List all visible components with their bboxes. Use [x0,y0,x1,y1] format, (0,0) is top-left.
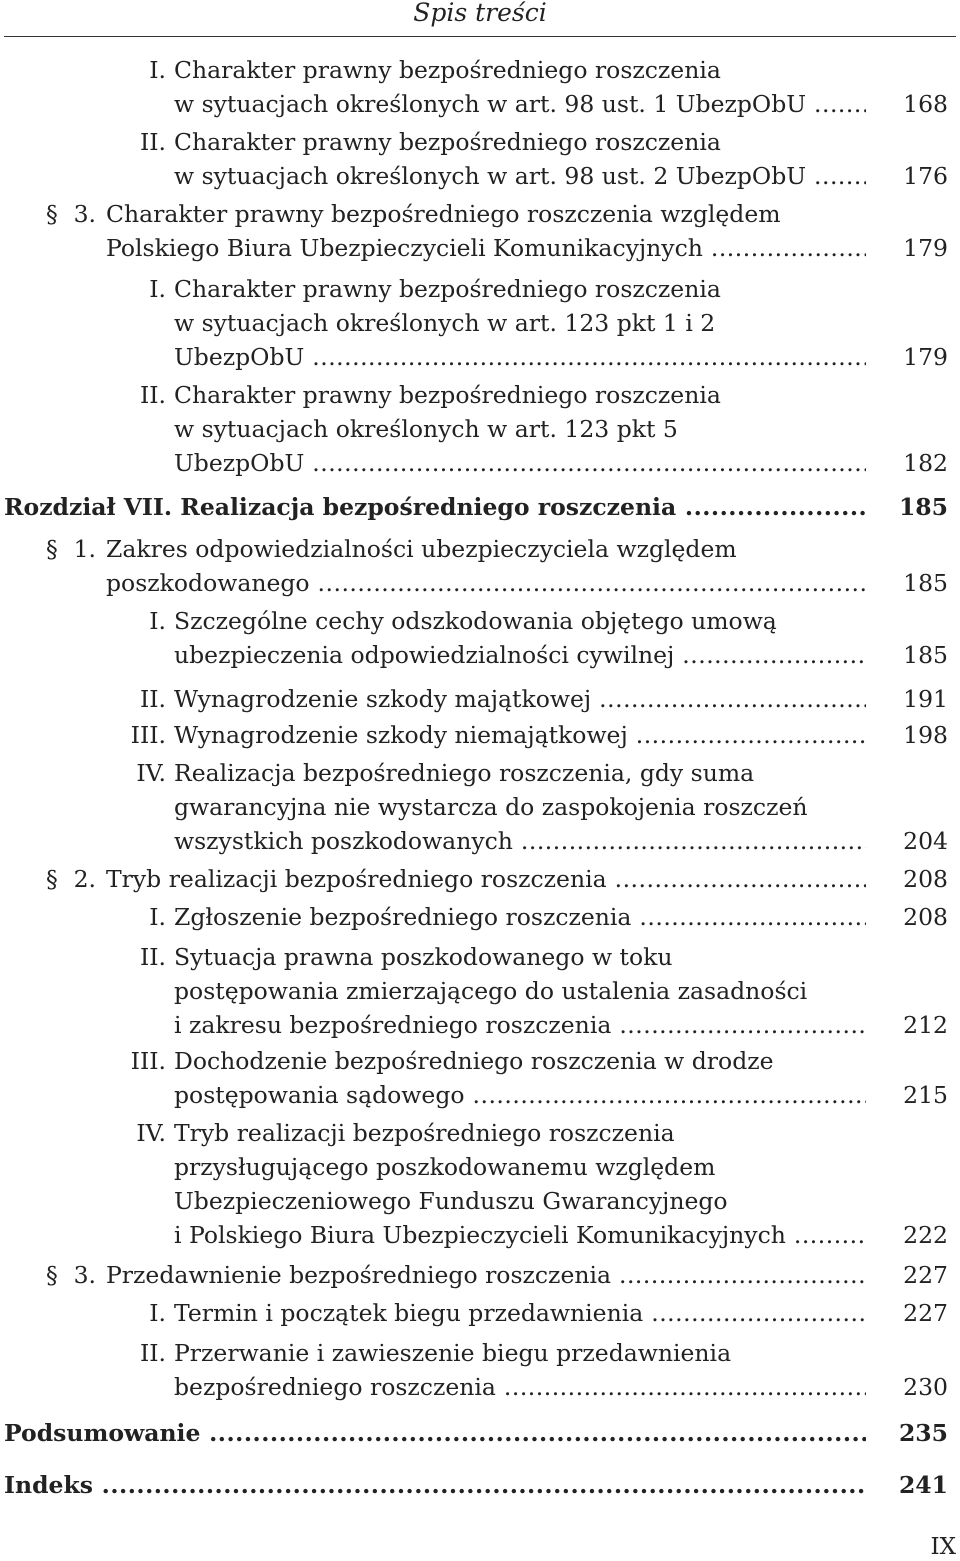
entry-title-line: w sytuacjach określonych w art. 123 pkt 1 i 2 [174,309,716,337]
page-reference: 241 [898,1471,948,1499]
roman-numeral: I. [149,607,166,635]
entry-title-line: Charakter prawny bezpośredniego roszczenia [174,381,721,409]
roman-numeral: I. [149,275,166,303]
page-reference: 208 [903,903,948,931]
page-reference: 212 [903,1011,948,1039]
folio-page-number: IX [930,1534,956,1560]
section-number: 1. [73,535,96,563]
roman-numeral: IV. [136,759,166,787]
entry-title-line: Realizacja bezpośredniego roszczenia, gdy suma [174,759,755,787]
section-number: 3. [73,200,96,228]
entry-title-line: Zakres odpowiedzialności ubezpieczyciela względem [106,535,737,563]
entry-title-line: Tryb realizacji bezpośredniego roszczenia [174,1119,675,1147]
entry-title-line: Dochodzenie bezpośredniego roszczenia w drodze [174,1047,774,1075]
entry-title-line: Indeks ..... [4,1468,866,1502]
section-number: 3. [73,1261,96,1289]
entry-title-line: UbezpObU ..... [174,446,866,480]
section-sign-icon: § [46,865,58,893]
entry-title-line: postępowania sądowego ..... [174,1078,866,1112]
entry-title-line: Charakter prawny bezpośredniego roszczenia [174,128,721,156]
section-sign-icon: § [46,535,58,563]
section-number: 2. [73,865,96,893]
page-reference: 227 [903,1261,948,1289]
entry-title-line: przysługującego poszkodowanemu względem [174,1153,716,1181]
page-reference: 182 [903,449,948,477]
page-reference: 208 [903,865,948,893]
entry-title-line: Charakter prawny bezpośredniego roszczenia względem [106,200,781,228]
roman-numeral: I. [149,903,166,931]
roman-numeral: II. [139,685,166,713]
page-reference: 222 [903,1221,948,1249]
page-reference: 230 [903,1373,948,1401]
roman-numeral: I. [149,56,166,84]
page-reference: 185 [903,569,948,597]
entry-title-line: Wynagrodzenie szkody majątkowej ..... [174,682,866,716]
entry-title-line: Podsumowanie ..... [4,1416,866,1450]
page-reference: 179 [903,234,948,262]
entry-title-line: Sytuacja prawna poszkodowanego w toku [174,943,673,971]
page-reference: 179 [903,343,948,371]
roman-numeral: II. [139,381,166,409]
page-reference: 185 [898,493,948,521]
page-reference: 176 [903,162,948,190]
page-reference: 204 [903,827,948,855]
entry-title-line: Tryb realizacji bezpośredniego roszczenia ..... [106,862,866,896]
entry-title-line: bezpośredniego roszczenia ..... [174,1370,866,1404]
entry-title-line: Przerwanie i zawieszenie biegu przedawnienia [174,1339,732,1367]
entry-title-line: postępowania zmierzającego do ustalenia zasadności [174,977,808,1005]
roman-numeral: III. [130,721,166,749]
roman-numeral: II. [139,943,166,971]
running-header-title: Spis treści [413,0,547,27]
entry-title-line: Zgłoszenie bezpośredniego roszczenia ..... [174,900,866,934]
entry-title-line: w sytuacjach określonych w art. 123 pkt 5 [174,415,678,443]
roman-numeral: IV. [136,1119,166,1147]
page-reference: 198 [903,721,948,749]
page-reference: 235 [898,1419,948,1447]
entry-title-line: i Polskiego Biura Ubezpieczycieli Komunikacyjnych ..... [174,1218,866,1252]
page-reference: 215 [903,1081,948,1109]
entry-title-line: w sytuacjach określonych w art. 98 ust. 1 UbezpObU ..... [174,87,866,121]
entry-title-line: Wynagrodzenie szkody niemajątkowej ..... [174,718,866,752]
entry-title-line: UbezpObU ..... [174,340,866,374]
page-reference: 227 [903,1299,948,1327]
entry-title-line: ubezpieczenia odpowiedzialności cywilnej ..... [174,638,866,672]
roman-numeral: II. [139,128,166,156]
page-reference: 185 [903,641,948,669]
entry-title-line: wszystkich poszkodowanych ..... [174,824,866,858]
roman-numeral: III. [130,1047,166,1075]
roman-numeral: II. [139,1339,166,1367]
page-reference: 168 [903,90,948,118]
entry-title-line: Charakter prawny bezpośredniego roszczenia [174,56,721,84]
entry-title-line: gwarancyjna nie wystarcza do zaspokojenia roszczeń [174,793,808,821]
entry-title-line: Przedawnienie bezpośredniego roszczenia ..... [106,1258,866,1292]
entry-title-line: Polskiego Biura Ubezpieczycieli Komunikacyjnych ..... [106,231,866,265]
entry-title-line: Ubezpieczeniowego Funduszu Gwarancyjnego [174,1187,728,1215]
entry-title-line: poszkodowanego ..... [106,566,866,600]
entry-title-line: w sytuacjach określonych w art. 98 ust. 2 UbezpObU ..... [174,159,866,193]
entry-title-line: Rozdział VII. Realizacja bezpośredniego roszczenia ..... [4,490,866,524]
page-reference: 191 [903,685,948,713]
entry-title-line: Charakter prawny bezpośredniego roszczenia [174,275,721,303]
roman-numeral: I. [149,1299,166,1327]
entry-title-line: Termin i początek biegu przedawnienia ..... [174,1296,866,1330]
entry-title-line: Szczególne cechy odszkodowania objętego umową [174,607,777,635]
entry-title-line: i zakresu bezpośredniego roszczenia ..... [174,1008,866,1042]
section-sign-icon: § [46,1261,58,1289]
section-sign-icon: § [46,200,58,228]
